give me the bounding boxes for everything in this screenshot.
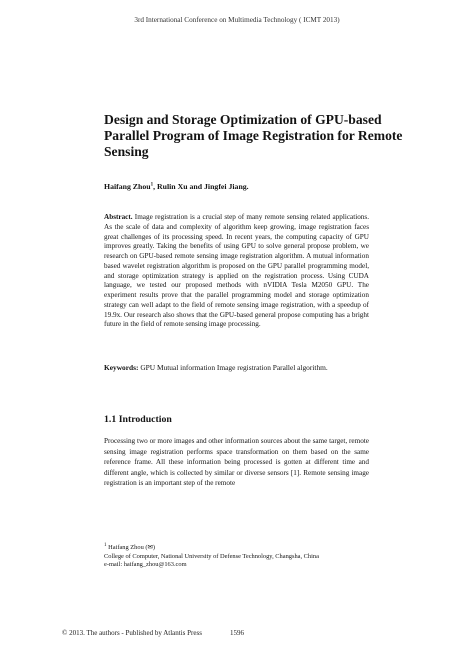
footnote-mark: 1	[104, 543, 107, 548]
abstract	[104, 213, 369, 330]
author-list	[104, 182, 404, 191]
author-footnote	[104, 542, 374, 570]
author-footnote-mark: 1	[150, 182, 154, 188]
paper-title: Design and Storage Optimization of GPU-based Parallel Program of Image Registration for Remote Sensing	[104, 112, 403, 159]
footnote-affiliation: College of Computer, National University of Defense Technology, Changsha, China	[104, 552, 319, 560]
abstract-text: Image registration is a crucial step of many remote sensing related applications. As the scale of data and complexity of algorithm keep growing, image registration faces great challenges of its processing speed. In recent years, the computing capacity of GPU improves greatly. Taking the benefits of using GPU to solve general propose problem, we research on GPU-based remote sensing image registration algorithm. A mutual information based wavelet registration algorithm is proposed on the GPU parallel programming model, and storage optimization strategy is applied on the registration process. Using CUDA language, we tested our proposed methods with nVIDIA Tesla M2050 GPU. The experiment results prove that the parallel programming model and storage optimization strategy can well adapt to the field of remote sensing image registration, with a speedup of 19.9x. Our research also shows that the GPU-based general propose computing has a bright future in the field of remote sensing image processing.	[104, 213, 369, 329]
conference-header: 3rd International Conference on Multimedia Technology ( ICMT 2013)	[134, 16, 340, 24]
keywords-text: GPU Mutual information Image registration Parallel algorithm.	[138, 363, 328, 372]
keywords	[104, 363, 384, 372]
footnote-author-name: Haifang Zhou (✉)	[106, 544, 155, 552]
page-number: 1596	[230, 629, 244, 637]
abstract-label: Abstract.	[104, 213, 133, 221]
first-author: Haifang Zhou	[104, 182, 151, 191]
other-authors: , Rulin Xu and Jingfei Jiang.	[153, 182, 249, 191]
keywords-label: Keywords:	[104, 363, 139, 372]
footnote-email: e-mail: haifang_zhou@163.com	[104, 561, 187, 569]
introduction-paragraph: Processing two or more images and other information sources about the same target, remote sensing image registration performs space transformation on them based on the same reference frame. All these information being processed is gotten at different time and different angle, which is collected by similar or diverse sensors [1]. Remote sensing image registration is an important step of the remote	[104, 437, 369, 488]
footnote-name-line	[104, 542, 374, 553]
copyright-footer: © 2013. The authors - Published by Atlantis Press	[62, 629, 202, 637]
section-heading: 1.1 Introduction	[104, 414, 172, 425]
